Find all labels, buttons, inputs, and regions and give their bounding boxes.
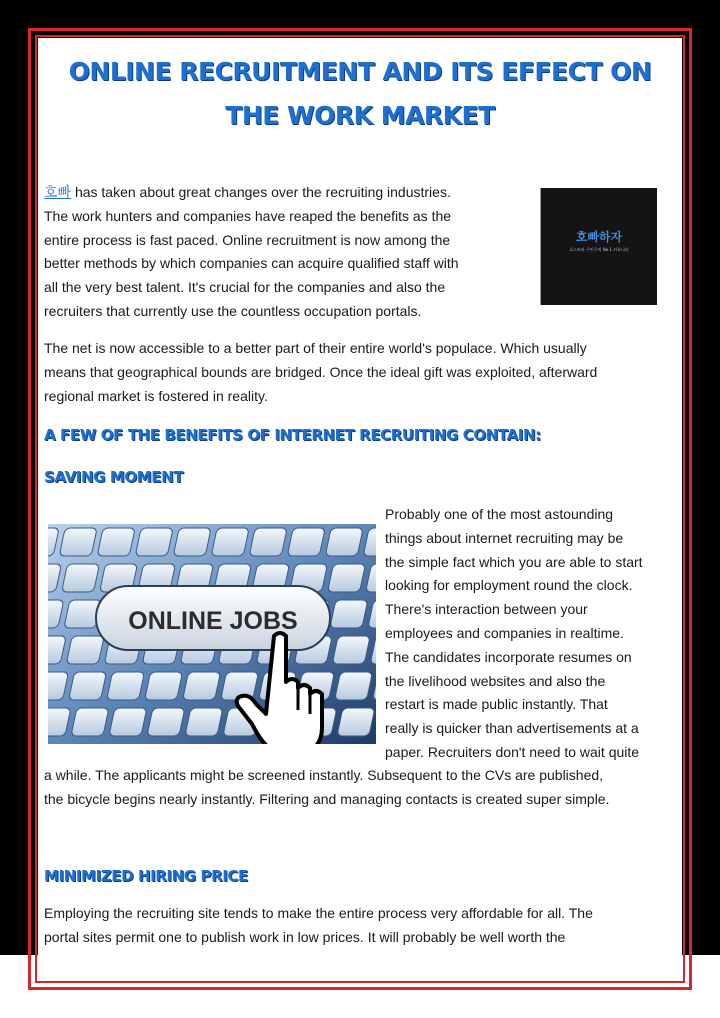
online-jobs-keyboard-image (48, 524, 376, 744)
intro-line: The work hunters and companies have reaped the benefits as the (44, 207, 452, 224)
online-jobs-label: ONLINE JOBS (128, 607, 298, 635)
paragraph-line: a while. The applicants might be screened instantly. Subsequent to the CVs are published, (44, 767, 604, 783)
heading-benefits: A FEW OF THE BENEFITS OF INTERNET RECRUITING CONTAIN: (44, 426, 541, 444)
paragraph-line: There's interaction between your (385, 601, 588, 618)
intro-line: entire process is fast paced. Online recruitment is now among the (44, 231, 451, 248)
keyboard-key (109, 708, 147, 736)
keyboard-key (66, 636, 104, 664)
keyboard-key (328, 564, 366, 592)
paragraph-line: restart is made public instantly. That (385, 696, 608, 713)
keyboard-key (147, 708, 185, 736)
keyboard-key (325, 528, 363, 556)
intro-line: better methods by which companies can acquire qualified staff with (44, 255, 459, 272)
keyboard-key (145, 672, 183, 700)
paragraph-line: portal sites permit one to publish work in low prices. It will probably be well worth the (44, 928, 566, 945)
heading-minimized-hiring-price: MINIMIZED HIRING PRICE (44, 867, 248, 885)
host-bar-link[interactable]: 호빠 (44, 184, 72, 200)
keyboard-key (107, 672, 145, 700)
heading-saving-moment: SAVING MOMENT (44, 468, 184, 486)
paragraph-line: The net is now accessible to a better part of their entire world's populace. Which usually (44, 340, 587, 356)
keyboard-key (335, 672, 373, 700)
intro-line: recruiters that currently use the countless occupation portals. (44, 302, 422, 319)
paragraph-line: employees and companies in realtime. (385, 624, 624, 641)
paragraph-line: really is quicker than advertisements at a (385, 720, 639, 737)
paragraph-line: things about internet recruiting may be (385, 529, 624, 546)
keyboard-key (185, 708, 223, 736)
title-line-1: ONLINE RECRUITMENT AND ITS EFFECT ON (68, 57, 652, 86)
title-line-2: THE WORK MARKET (225, 101, 495, 130)
paragraph-line: Employing the recruiting site tends to make the entire process very affordable for all. The (44, 905, 593, 921)
intro-line: 호빠 has taken about great changes over the recruiting industries. (44, 184, 451, 200)
keyboard-key (173, 528, 211, 556)
keyboard-key (337, 708, 375, 736)
keyboard-key (330, 600, 368, 628)
keyboard-key (287, 528, 325, 556)
paragraph-2 (44, 337, 676, 408)
paragraph-line: the simple fact which you are able to start (385, 553, 643, 570)
paragraph-line: The candidates incorporate resumes on (385, 648, 632, 665)
paragraph-line: means that geographical bounds are bridged. Once the ideal gift was exploited, afterward (44, 363, 598, 380)
intro-paragraph (44, 181, 528, 324)
paragraph-line: Probably one of the most astounding (385, 506, 614, 522)
minimized-price-paragraph (44, 902, 676, 950)
saving-moment-continued (44, 764, 676, 812)
keyboard-key (59, 528, 97, 556)
keyboard-key (69, 672, 107, 700)
keyboard-key (211, 528, 249, 556)
logo-tagline: 호스트바 구인구직 No.1 커뮤니티 (569, 247, 629, 252)
keyboard-key (97, 528, 135, 556)
paragraph-line: paper. Recruiters don't need to wait quite (385, 743, 640, 760)
saving-moment-paragraph (385, 503, 676, 765)
site-logo-image (540, 188, 657, 305)
keyboard-key (332, 636, 370, 664)
paragraph-line: the bicycle begins nearly instantly. Filtering and managing contacts is created super simple. (44, 790, 610, 807)
intro-line: all the very best talent. It's crucial for the companies and also the (44, 279, 446, 296)
page-title (38, 50, 682, 138)
paragraph-line: the livelihood websites and also the (385, 672, 606, 689)
paragraph-line: regional market is fostered in reality. (44, 387, 268, 404)
logo-text: 호빠하자 (575, 230, 623, 244)
keyboard-key (71, 708, 109, 736)
document-page (38, 38, 682, 955)
keyboard-key (249, 528, 287, 556)
keyboard-illustration (48, 524, 376, 744)
keyboard-key (183, 672, 221, 700)
keyboard-key (62, 564, 100, 592)
paragraph-line: looking for employment round the clock. (385, 577, 633, 594)
keyboard-key (135, 528, 173, 556)
